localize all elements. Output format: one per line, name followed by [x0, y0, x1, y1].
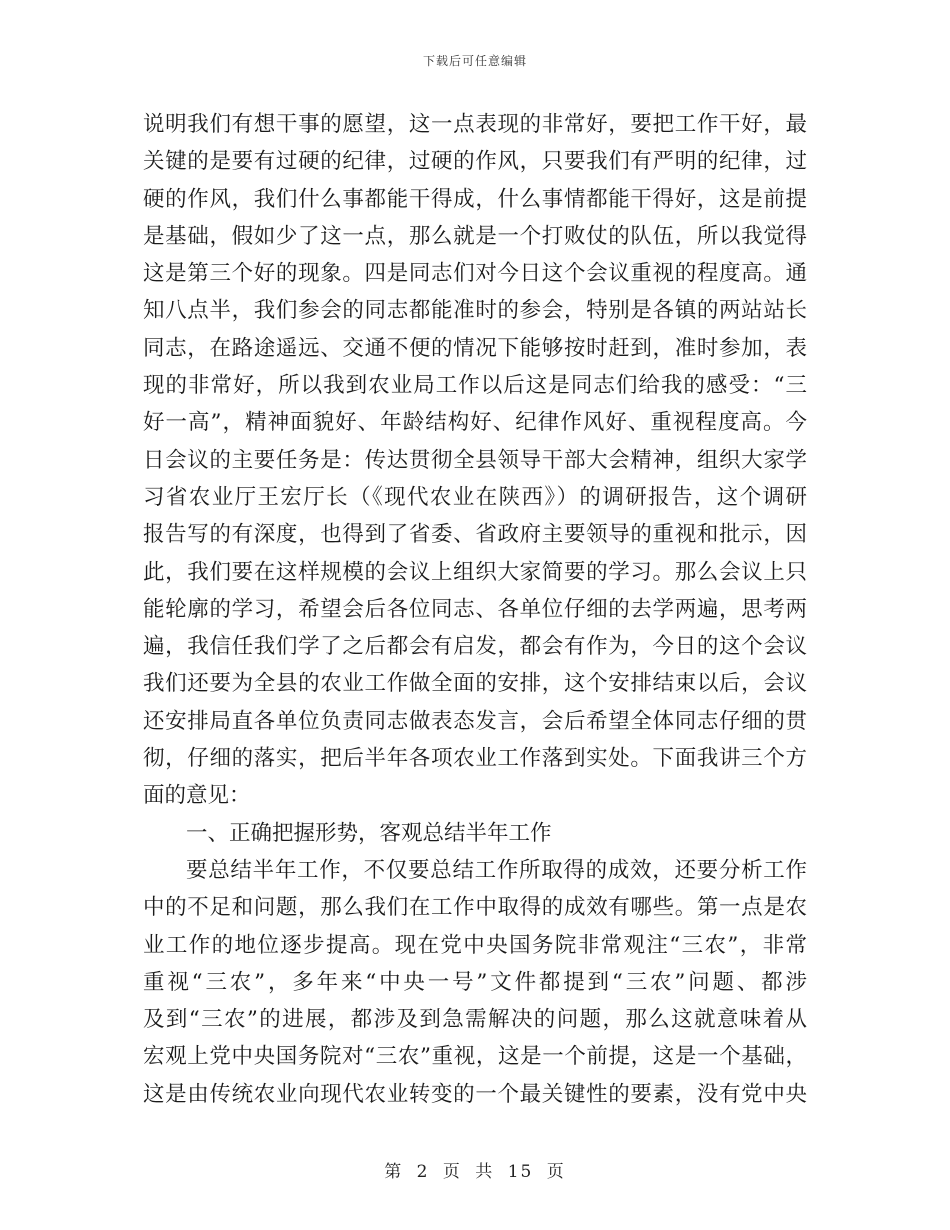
paragraph-first-line: 要总结半年工作，不仅要总结工作所取得的成效，还要分析工作 [186, 857, 807, 883]
page-number-footer: 第 2 页 共 15 页 [384, 1162, 566, 1182]
page-header-note: 下载后可任意编辑 [422, 54, 527, 68]
text-line: 同志，在路途遥远、交通不便的情况下能够按时赶到，准时参加，表 [143, 335, 807, 361]
text-line: 遍，我信任我们学了之后都会有启发，都会有作为，今日的这个会议 [143, 634, 807, 660]
text-line: 这是由传统农业向现代农业转变的一个最关键性的要素，没有党中央 [143, 1081, 807, 1107]
text-line: 这是第三个好的现象。四是同志们对今日这个会议重视的程度高。通 [143, 261, 807, 287]
text-line: 好一高”，精神面貌好、年龄结构好、纪律作风好、重视程度高。今 [143, 410, 807, 436]
text-line: 彻，仔细的落实，把后半年各项农业工作落到实处。下面我讲三个方 [143, 746, 807, 772]
text-line: 及到“三农”的进展，都涉及到急需解决的问题，那么这就意味着从 [143, 1007, 807, 1033]
text-line: 此，我们要在这样规模的会议上组织大家简要的学习。那么会议上只 [143, 559, 807, 585]
text-line: 知八点半，我们参会的同志都能准时的参会，特别是各镇的两站站长 [143, 298, 807, 324]
text-line: 重视“三农”，多年来“中央一号”文件都提到“三农”问题、都涉 [143, 969, 807, 995]
text-line: 面的意见： [143, 783, 251, 809]
text-line: 关键的是要有过硬的纪律，过硬的作风，只要我们有严明的纪律，过 [143, 149, 807, 175]
text-line: 是基础，假如少了这一点，那么就是一个打败仗的队伍，所以我觉得 [143, 223, 807, 249]
text-line: 习省农业厅王宏厅长（《现代农业在陕西》）的调研报告，这个调研 [143, 484, 807, 510]
text-line: 我们还要为全县的农业工作做全面的安排，这个安排结束以后，会议 [143, 671, 807, 697]
text-line: 还安排局直各单位负责同志做表态发言，会后希望全体同志仔细的贯 [143, 708, 807, 734]
section-heading: 一、正确把握形势，客观总结半年工作 [186, 820, 552, 846]
text-line: 现的非常好，所以我到农业局工作以后这是同志们给我的感受：“三 [143, 373, 807, 399]
text-line: 报告写的有深度，也得到了省委、省政府主要领导的重视和批示，因 [143, 522, 807, 548]
text-line: 日会议的主要任务是：传达贯彻全县领导干部大会精神，组织大家学 [143, 447, 807, 473]
text-line: 能轮廓的学习，希望会后各位同志、各单位仔细的去学两遍，思考两 [143, 596, 807, 622]
text-line: 业工作的地位逐步提高。现在党中央国务院非常观注“三农”，非常 [143, 932, 807, 958]
text-line: 说明我们有想干事的愿望，这一点表现的非常好，要把工作干好，最 [143, 112, 807, 137]
text-line: 硬的作风，我们什么事都能干得成，什么事情都能干得好，这是前提 [143, 186, 807, 212]
text-line: 中的不足和问题，那么我们在工作中取得的成效有哪些。第一点是农 [143, 895, 807, 921]
text-line: 宏观上党中央国务院对“三农”重视，这是一个前提，这是一个基础， [143, 1044, 807, 1070]
document-body [143, 106, 807, 1113]
